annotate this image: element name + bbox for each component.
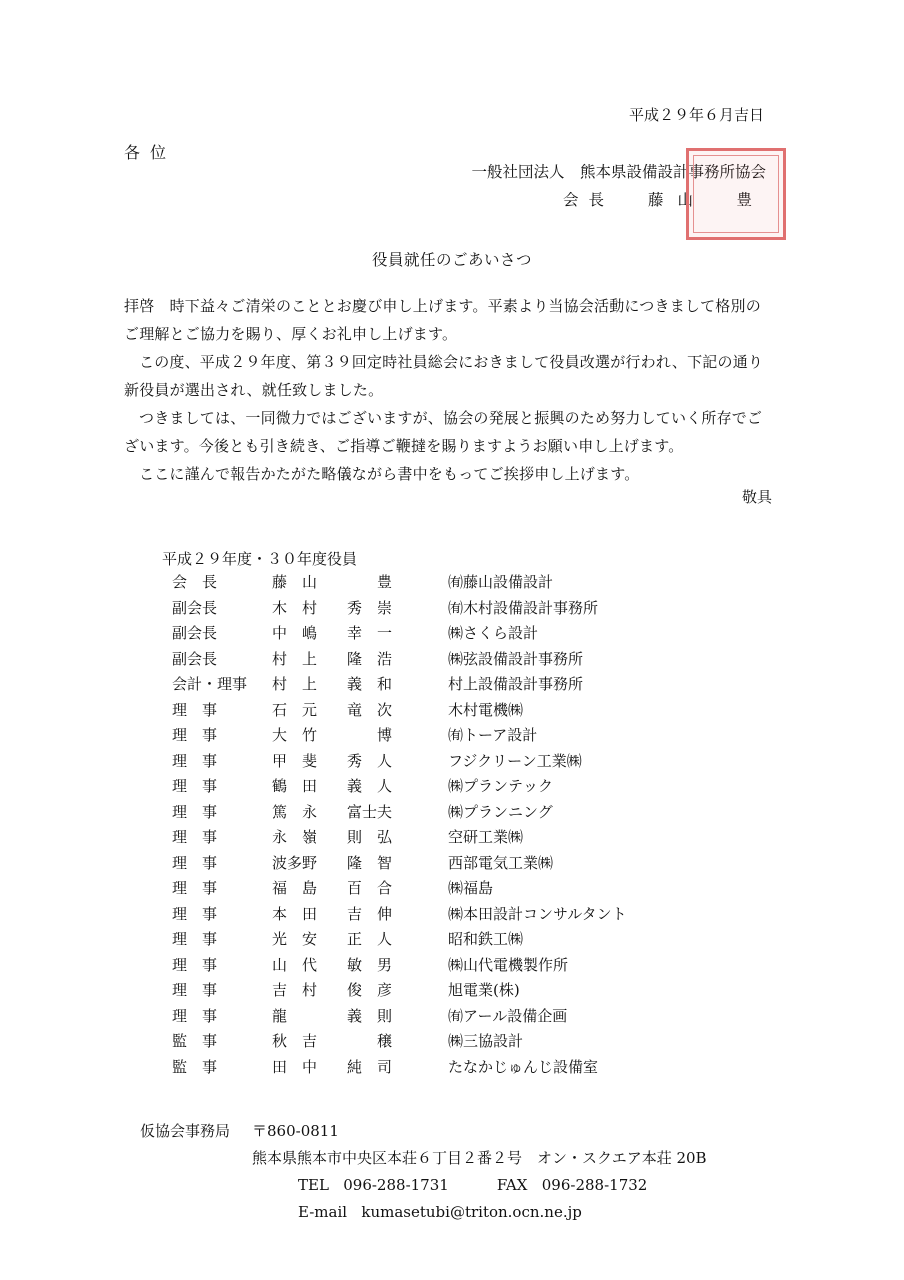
officer-title: 理 事 (172, 802, 218, 821)
officer-company: ㈲トーア設計 (448, 726, 538, 744)
officer-title: 理 事 (172, 879, 218, 897)
officer-name: 波多野 隆 智 (272, 853, 393, 872)
officer-name: 木 村 秀 崇 (272, 598, 393, 617)
officer-company: ㈱本田設計コンサルタント (448, 904, 627, 923)
sender-role: 会長 (562, 191, 614, 209)
officer-title: 副会長 (172, 598, 218, 617)
phone-line (140, 1172, 707, 1199)
seal-inner-border (693, 155, 779, 233)
officer-title: 理 事 (172, 777, 218, 795)
organization-name: 一般社団法人 熊本県設備設計事務所協会 (471, 163, 766, 181)
fax-label: FAX (496, 1176, 528, 1194)
office-line (140, 1118, 707, 1145)
sender-name: 藤山 豊 (647, 191, 766, 209)
officer-name: 篤 永 富士夫 (272, 802, 393, 821)
officer-row (172, 927, 627, 953)
officer-company: ㈱山代電機製作所 (448, 955, 569, 974)
officer-row (172, 978, 627, 1004)
officer-name: 石 元 竜 次 (272, 700, 393, 719)
tel-number: 096-288-1731 (343, 1176, 449, 1194)
closing-word: 敬具 (741, 488, 772, 506)
officer-title: 監 事 (172, 1057, 218, 1076)
officer-company: 旭電業(株) (448, 981, 520, 999)
officer-title: 副会長 (172, 624, 218, 642)
official-seal-stamp (686, 148, 786, 240)
officer-name: 秋 吉 穣 (272, 1032, 393, 1050)
body-paragraph-4: ここに謹んで報告かたがた略儀ながら書中をもってご挨拶申し上げます。 (139, 465, 640, 483)
officers-heading: 平成２９年度・３０年度役員 (162, 550, 358, 568)
officer-name: 村 上 義 和 (272, 675, 393, 693)
officer-row (172, 851, 627, 877)
address-line: 熊本県熊本市中央区本荘６丁目２番２号 オン・スクエア本荘 20B (252, 1149, 707, 1167)
tel-label: TEL (298, 1176, 329, 1194)
officer-name: 村 上 隆 浩 (272, 649, 393, 668)
officer-name: 吉 村 俊 彦 (272, 981, 393, 999)
officer-name: 中 嶋 幸 一 (272, 624, 393, 642)
officer-company: ㈱弦設備設計事務所 (448, 649, 584, 668)
officer-company: ㈱プランテック (448, 777, 554, 795)
officers-list (172, 570, 627, 1080)
officer-name: 山 代 敏 男 (272, 955, 393, 974)
officer-row (172, 876, 627, 902)
officer-row (172, 1055, 627, 1081)
letter-body (124, 292, 776, 488)
officer-name: 大 竹 博 (272, 726, 393, 744)
officer-title: 理 事 (172, 853, 218, 872)
officer-company: ㈱三協設計 (448, 1032, 524, 1050)
officer-company: ㈲木村設備設計事務所 (448, 598, 599, 617)
officer-title: 理 事 (172, 981, 218, 999)
officer-row (172, 672, 627, 698)
officer-row (172, 953, 627, 979)
officer-company: たなかじゅんじ設備室 (448, 1057, 599, 1076)
office-label: 仮協会事務局 (140, 1122, 231, 1140)
letter-date: 平成２９年６月吉日 (628, 106, 764, 124)
officer-title: 理 事 (172, 904, 218, 923)
officer-company: 木村電機㈱ (448, 700, 524, 719)
officer-company: 村上設備設計事務所 (448, 675, 584, 693)
officer-title: 理 事 (172, 828, 218, 846)
officer-title: 会計・理事 (172, 675, 248, 693)
contact-footer (140, 1118, 707, 1226)
officer-row (172, 647, 627, 673)
officer-company: フジクリーン工業㈱ (448, 751, 582, 770)
officer-row (172, 723, 627, 749)
officer-row (172, 800, 627, 826)
officer-name: 福 島 百 合 (272, 879, 393, 897)
officer-title: 理 事 (172, 955, 218, 974)
officer-title: 理 事 (172, 700, 218, 719)
officer-name: 本 田 吉 伸 (272, 904, 393, 923)
officer-name: 藤 山 豊 (272, 573, 393, 591)
body-paragraph-1: 拝啓 時下益々ご清栄のこととお慶び申し上げます。平素より当協会活動につきまして格別のご理解とご協力を賜り、厚くお礼申し上げます。 (124, 297, 761, 343)
officer-title: 理 事 (172, 751, 218, 770)
officer-name: 甲 斐 秀 人 (272, 751, 393, 770)
officer-company: 西部電気工業㈱ (448, 853, 554, 872)
postal-code: 〒860-0811 (252, 1122, 339, 1140)
body-paragraph-3: つきましては、一同微力ではございますが、協会の発展と振興のため努力していく所存でございます。今後とも引き続き、ご指導ご鞭撻を賜りますようお願い申し上げます。 (124, 409, 763, 455)
officer-name: 永 嶺 則 弘 (272, 828, 393, 846)
officer-row (172, 749, 627, 775)
fax-number: 096-288-1732 (541, 1176, 648, 1194)
officer-row (172, 902, 627, 928)
officer-row (172, 825, 627, 851)
officer-name: 光 安 正 人 (272, 930, 393, 948)
officer-row (172, 1029, 627, 1055)
email-address[interactable]: kumasetubi@triton.ocn.ne.jp (361, 1203, 582, 1221)
officer-title: 監 事 (172, 1032, 218, 1050)
officer-company: ㈱福島 (448, 879, 494, 897)
officer-title: 会 長 (172, 573, 218, 591)
officer-name: 龍 義 則 (272, 1006, 393, 1025)
officer-row (172, 570, 627, 596)
officer-title: 副会長 (172, 649, 218, 668)
officer-company: ㈱さくら設計 (448, 624, 539, 642)
body-paragraph-2: この度、平成２９年度、第３９回定時社員総会におきまして役員改選が行われ、下記の通り新役員が選出され、就任致しました。 (124, 353, 764, 399)
officer-company: ㈲アール設備企画 (448, 1006, 568, 1025)
officer-title: 理 事 (172, 1006, 218, 1025)
officer-row (172, 1004, 627, 1030)
officer-row (172, 698, 627, 724)
email-line (140, 1199, 707, 1226)
officer-title: 理 事 (172, 726, 218, 744)
email-label: E-mail (298, 1203, 348, 1221)
officer-title: 理 事 (172, 930, 218, 948)
officer-company: ㈱プランニング (448, 802, 553, 821)
officer-row (172, 621, 627, 647)
officer-name: 田 中 純 司 (272, 1057, 393, 1076)
officer-row (172, 596, 627, 622)
officer-name: 鶴 田 義 人 (272, 777, 393, 795)
addressee: 各位 (124, 143, 177, 162)
officer-company: 昭和鉄工㈱ (448, 930, 524, 948)
officer-company: ㈲藤山設備設計 (448, 573, 554, 591)
letter-subject: 役員就任のごあいさつ (371, 251, 532, 269)
officer-company: 空研工業㈱ (448, 828, 524, 846)
officer-row (172, 774, 627, 800)
